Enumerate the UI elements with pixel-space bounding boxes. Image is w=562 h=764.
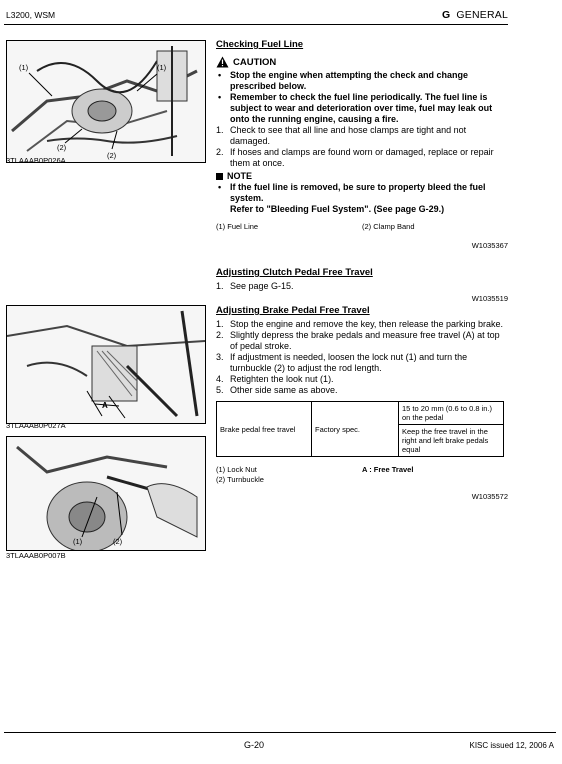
caution-label: CAUTION <box>233 56 277 68</box>
note-list <box>216 182 508 215</box>
section-header <box>442 9 508 21</box>
fuel-line-figure <box>6 40 206 163</box>
brake-legend <box>216 465 508 485</box>
list-item: 1. Stop the engine and remove the key, then release the parking brake. <box>216 319 504 329</box>
note-header <box>216 171 508 182</box>
brake-figure-code-1: 3TLAAAB0P027A <box>6 421 66 430</box>
spec-item: Brake pedal free travel <box>217 402 312 457</box>
fuel-line-title: Checking Fuel Line <box>216 39 304 50</box>
header-rule <box>4 24 508 25</box>
caution-header <box>216 56 508 68</box>
legend-item: (2) Turnbuckle <box>216 475 264 484</box>
note-label: NOTE <box>227 171 253 181</box>
fuel-code: W1035367 <box>471 241 508 250</box>
brake-section <box>216 305 508 502</box>
brake-title: Adjusting Brake Pedal Free Travel <box>216 305 370 316</box>
list-item: 2. If hoses and clamps are found worn or damaged, replace or repair them at once. <box>216 147 494 168</box>
spec-type: Factory spec. <box>312 402 399 457</box>
brake-pedal-figure <box>6 305 206 424</box>
figure-callout: (1) <box>73 537 83 546</box>
legend-item: (1) Fuel Line <box>216 222 259 231</box>
page-number: G-20 <box>244 740 265 750</box>
fuel-steps <box>216 125 508 169</box>
note-square-icon <box>216 173 223 180</box>
list-item: 3. If adjustment is needed, loosen the lock nut (1) and turn the turnbuckle (2) to adjust the rod length. <box>216 352 468 373</box>
caution-item: • Remember to check the fuel line periodically. The fuel line is subject to wear and deterioration over time, fuel may leak out onto the running engine, causing a fire. <box>218 92 493 124</box>
note-item: • If the fuel line is removed, be sure to property bleed the fuel system. Refer to "Bleeding Fuel System". (See page G-29.) <box>218 182 486 214</box>
figure-callout: (1) <box>157 63 167 72</box>
figure-callout: (2) <box>57 143 67 152</box>
legend-item: (2) Clamp Band <box>362 222 415 231</box>
spec-note: Keep the free travel in the right and left brake pedals equal <box>399 425 504 457</box>
document-model: L3200, WSM <box>6 10 56 20</box>
legend-item: A : Free Travel <box>362 465 414 474</box>
list-item: 1. See page G-15. <box>216 281 294 291</box>
caution-list <box>216 70 508 125</box>
spec-value: 15 to 20 mm (0.6 to 0.8 in.) on the pedal <box>399 402 504 425</box>
clutch-steps <box>216 281 508 292</box>
brake-figure-code-2: 3TLAAAB0P007B <box>6 551 66 560</box>
list-item: 4. Retighten the look nut (1). <box>216 374 334 384</box>
turnbuckle-figure <box>6 436 206 551</box>
brake-spec-table <box>216 401 504 457</box>
figure-callout: A <box>102 401 108 410</box>
clutch-title: Adjusting Clutch Pedal Free Travel <box>216 267 373 278</box>
brake-steps <box>216 319 508 396</box>
section-name: GENERAL <box>456 9 508 21</box>
footer-rule <box>4 732 556 733</box>
note-reference: Refer to "Bleeding Fuel System". (See page G-29.) <box>230 204 445 214</box>
section-letter: G <box>442 9 451 21</box>
list-item: 1. Check to see that all line and hose clamps are tight and not damaged. <box>216 125 467 146</box>
warning-triangle-icon <box>216 56 229 68</box>
legend-item: (1) Lock Nut <box>216 465 257 474</box>
issue-info: KISC issued 12, 2006 A <box>469 741 554 750</box>
figure-callout: (2) <box>107 151 117 160</box>
figure-callout: (1) <box>19 63 29 72</box>
clutch-code: W1035519 <box>471 294 508 303</box>
caution-item: • Stop the engine when attempting the check and change prescribed below. <box>218 70 469 91</box>
fuel-legend <box>216 221 508 232</box>
brake-code: W1035572 <box>471 492 508 501</box>
list-item: 5. Other side same as above. <box>216 385 338 395</box>
fuel-figure-code: 3TLAAAB0P026A <box>6 156 66 165</box>
figure-callout: (2) <box>113 537 123 546</box>
clutch-section <box>216 267 508 304</box>
fuel-line-section <box>216 39 508 251</box>
list-item: 2. Slightly depress the brake pedals and measure free travel (A) at top of pedal stroke. <box>216 330 500 351</box>
